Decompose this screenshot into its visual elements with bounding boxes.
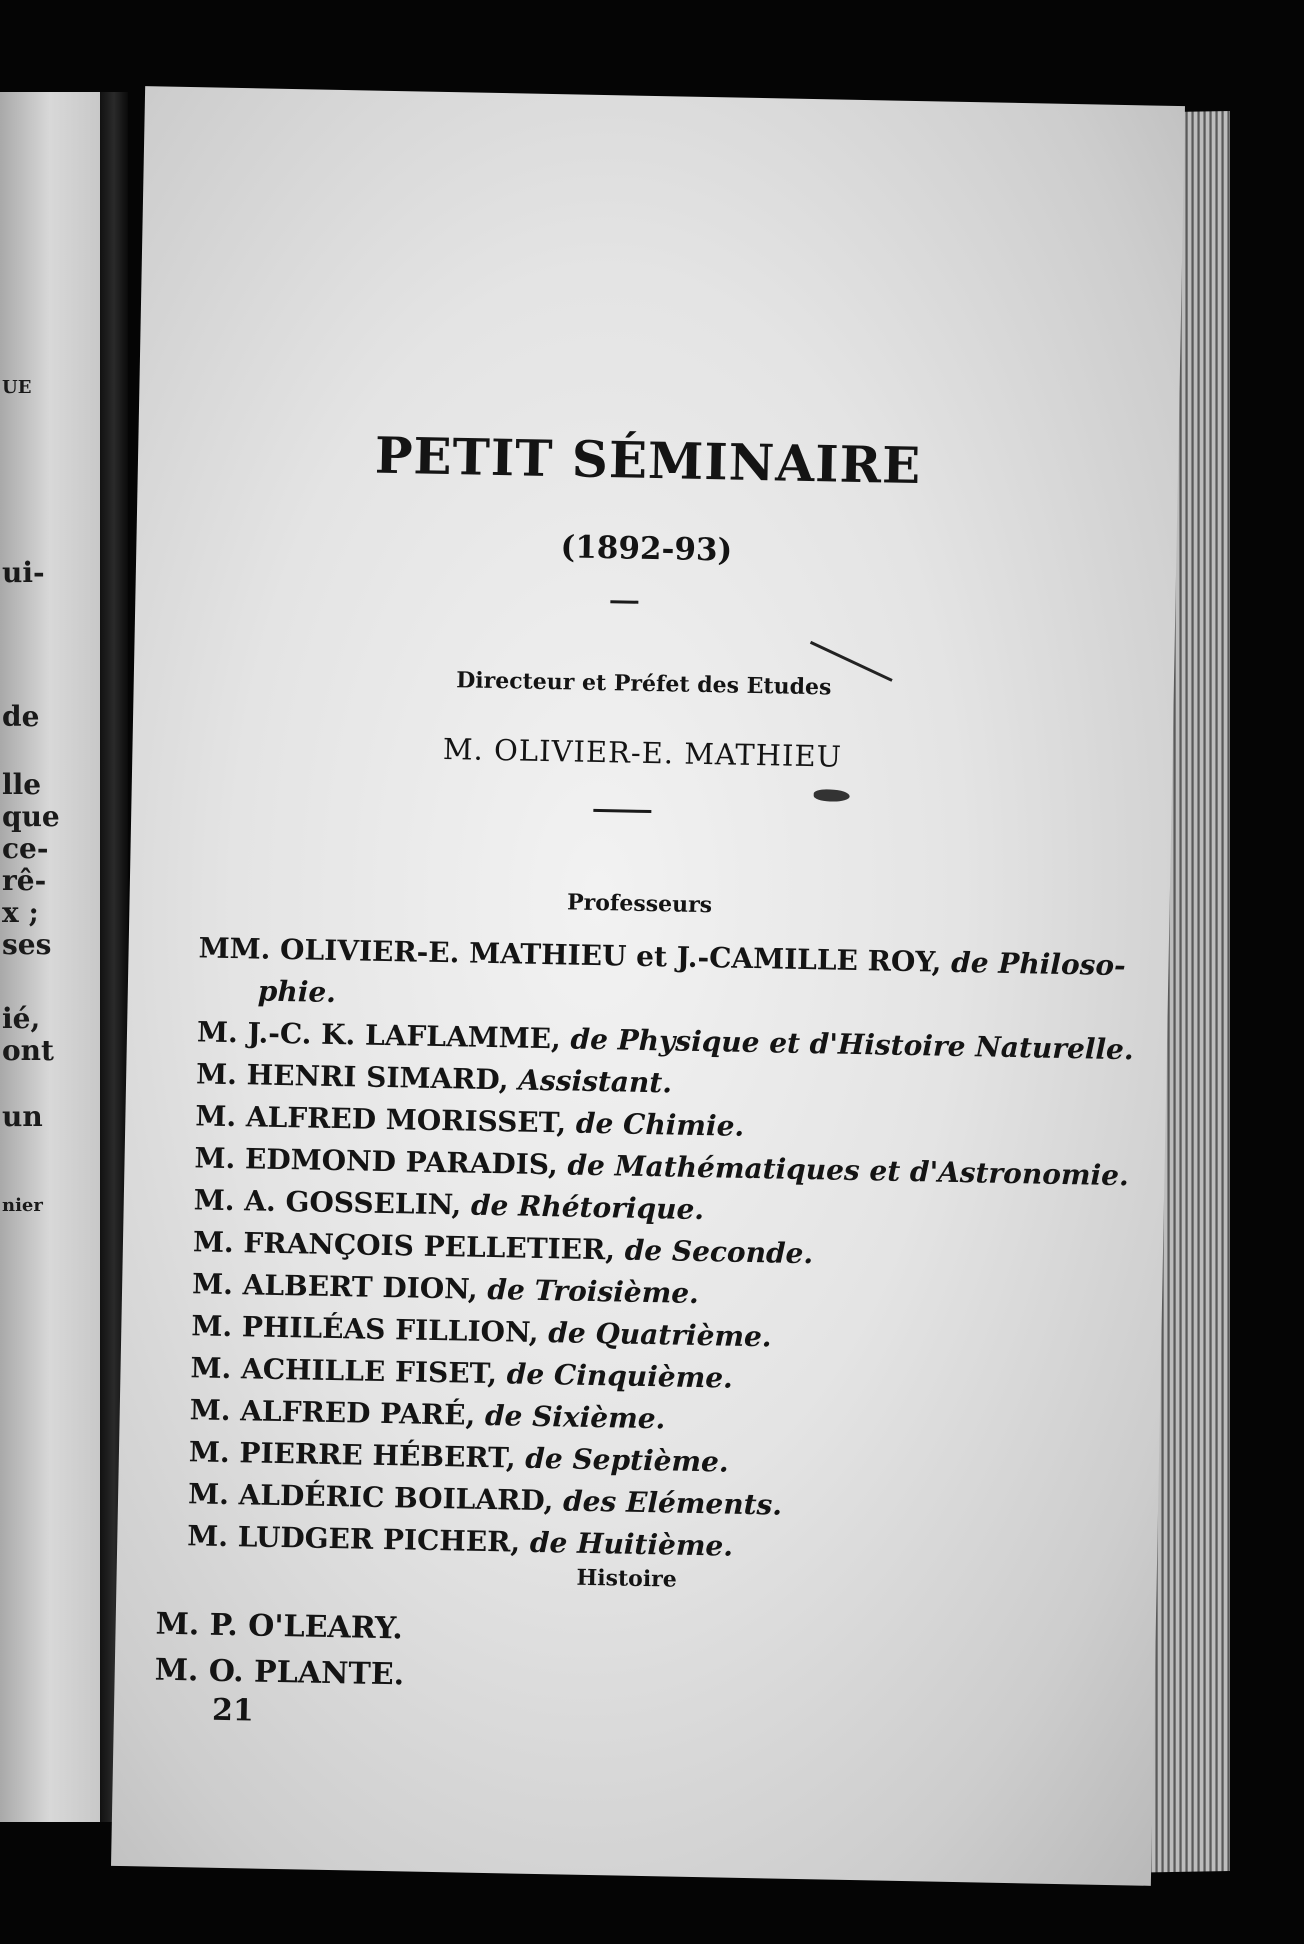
page-title: PETIT SÉMINAIRE [374, 425, 922, 496]
professeur-name: M. ALBERT DION, [191, 1267, 479, 1306]
professeur-name: M. ACHILLE FISET, [190, 1351, 498, 1391]
histoire-entry: M. P. O'LEARY. [155, 1606, 404, 1647]
directeur-name: M. OLIVIER-E. MATHIEU [442, 732, 843, 774]
left-page-fragment: ce- [2, 832, 49, 865]
professeur-name: M. A. GOSSELIN, [193, 1183, 462, 1222]
left-page-fragment: UE [2, 377, 32, 398]
professeur-subject: de Mathématiques et d'Astronomie. [567, 1148, 1130, 1193]
professeur-subject: de Quatrième. [547, 1316, 772, 1354]
left-page-fragment: ses [2, 928, 52, 961]
professeur-name: MM. OLIVIER-E. MATHIEU et J.-CAMILLE ROY, [198, 931, 942, 979]
professeur-subject: de Philoso- [950, 945, 1127, 983]
right-page [111, 86, 1185, 1886]
professeur-subject: de Septième. [525, 1441, 729, 1479]
professeur-subject: des Eléments. [562, 1484, 783, 1522]
professeur-name: M. ALFRED PARÉ, [189, 1393, 476, 1432]
professeur-name: M. HENRI SIMARD, [195, 1057, 509, 1097]
professeur-subject: de Cinquième. [506, 1357, 734, 1395]
school-year: (1892-93) [560, 529, 733, 569]
left-page-fragment: lle [2, 768, 42, 801]
divider-rule [593, 809, 651, 813]
professeur-name: M. ALFRED MORISSET, [195, 1099, 567, 1140]
left-page-fragment: ont [2, 1034, 54, 1067]
professeurs-heading: Professeurs [566, 889, 713, 919]
left-page [0, 92, 100, 1822]
left-page-fragment: nier [2, 1195, 43, 1216]
divider-rule [610, 600, 638, 604]
professeur-name: M. EDMOND PARADIS, [194, 1141, 559, 1182]
professeur-name: M. J.-C. K. LAFLAMME, [196, 1015, 562, 1056]
professeur-name: M. PIERRE HÉBERT, [188, 1435, 516, 1475]
professeur-subject: phie. [257, 974, 337, 1010]
professeur-subject: de Sixième. [484, 1398, 666, 1436]
directeur-heading: Directeur et Préfet des Etudes [455, 667, 832, 701]
professeur-subject: de Seconde. [624, 1233, 814, 1271]
left-page-fragment: x ; [2, 896, 39, 929]
professeurs-list [187, 927, 1134, 1573]
histoire-list [154, 1602, 405, 1699]
left-page-fragment: rê- [2, 864, 47, 897]
page-number: 21 [211, 1692, 255, 1729]
left-page-fragment: que [2, 800, 60, 833]
professeur-subject: de Huitième. [529, 1525, 734, 1563]
left-page-fragment: de [2, 700, 40, 733]
histoire-entry: M. O. PLANTE. [154, 1652, 405, 1693]
professeur-subject: Assistant. [517, 1063, 673, 1100]
left-page-fragment: ui- [2, 556, 45, 589]
professeur-name: M. PHILÉAS FILLION, [191, 1309, 539, 1349]
professeur-subject: de Rhétorique. [470, 1188, 705, 1227]
histoire-heading: Histoire [576, 1564, 678, 1593]
professeur-name: M. FRANÇOIS PELLETIER, [192, 1225, 616, 1267]
professeur-subject: de Physique et d'Histoire Naturelle. [570, 1022, 1134, 1067]
professeur-subject: de Troisième. [487, 1272, 700, 1311]
page-content [111, 86, 1185, 1886]
left-page-fragment: un [2, 1100, 43, 1133]
professeur-name: M. ALDÉRIC BOILARD, [187, 1477, 554, 1518]
ink-blot-mark [814, 789, 850, 802]
professeur-name: M. LUDGER PICHER, [187, 1519, 521, 1559]
left-page-fragment: ié, [2, 1002, 41, 1035]
professeur-subject: de Chimie. [575, 1106, 745, 1143]
